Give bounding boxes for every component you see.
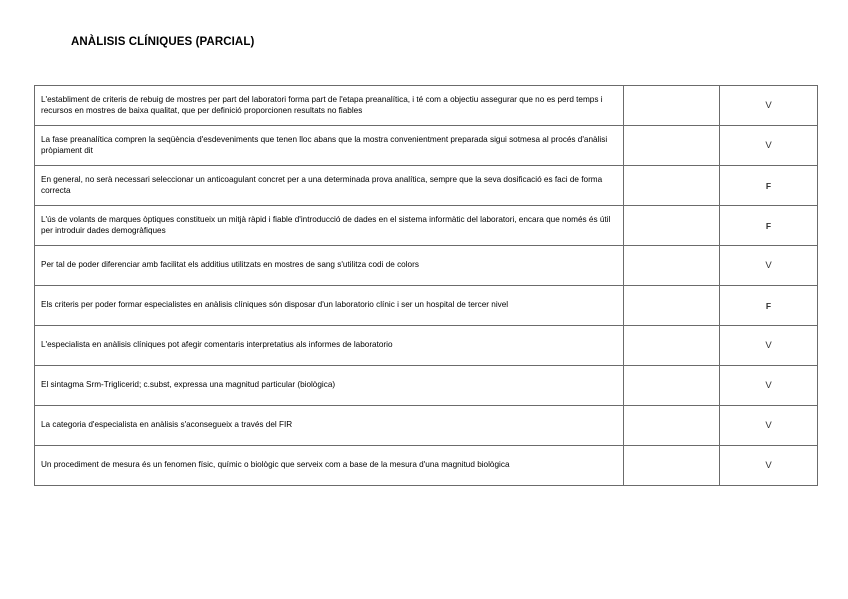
statement-cell: En general, no serà necessari seleccionar un anticoagulant concret per a una determinada prova analítica, sempre que la seva dosificació es faci de forma correcta [35, 166, 624, 206]
table-row [35, 286, 818, 326]
table-row [35, 326, 818, 366]
statement-cell: El sintagma Srm-Triglicerid; c.subst, expressa una magnitud particular (biològica) [35, 366, 624, 406]
answer-cell: F [720, 206, 818, 246]
answer-cell: V [720, 406, 818, 446]
answer-cell: V [720, 326, 818, 366]
response-cell[interactable] [624, 446, 720, 486]
answer-cell: F [720, 286, 818, 326]
statement-cell: La categoria d'especialista en anàlisis s'aconsegueix a través del FIR [35, 406, 624, 446]
statement-cell: Els criteris per poder formar especialistes en anàlisis clíniques són disposar d'un laboratorio clínic i ser un hospital de tercer nivel [35, 286, 624, 326]
statement-cell: Per tal de poder diferenciar amb facilitat els additius utilitzats en mostres de sang s'utilitza codi de colors [35, 246, 624, 286]
response-cell[interactable] [624, 246, 720, 286]
response-cell[interactable] [624, 366, 720, 406]
answer-cell: V [720, 126, 818, 166]
table-row [35, 166, 818, 206]
questions-table [34, 85, 818, 486]
table-row [35, 366, 818, 406]
response-cell[interactable] [624, 286, 720, 326]
answer-cell: V [720, 86, 818, 126]
statement-cell: L'especialista en anàlisis clíniques pot afegir comentaris interpretatius als informes de laboratorio [35, 326, 624, 366]
response-cell[interactable] [624, 206, 720, 246]
table-row [35, 206, 818, 246]
response-cell[interactable] [624, 166, 720, 206]
table-row [35, 126, 818, 166]
answer-cell: F [720, 166, 818, 206]
statement-cell: Un procediment de mesura és un fenomen físic, químic o biològic que serveix com a base de la mesura d'una magnitud biològica [35, 446, 624, 486]
statement-cell: L'establiment de criteris de rebuig de mostres per part del laboratori forma part de l'etapa preanalítica, i té com a objectiu assegurar que no es perd temps i recursos en mostres de baixa qualitat, que per definició proporcionen resultats no fiables [35, 86, 624, 126]
statement-cell: L'ús de volants de marques òptiques constitueix un mitjà ràpid i fiable d'introducció de dades en el sistema informàtic del laboratori, encara que només és útil per introduir dades demogràfiques [35, 206, 624, 246]
answer-cell: V [720, 246, 818, 286]
table-row [35, 446, 818, 486]
answer-cell: V [720, 446, 818, 486]
response-cell[interactable] [624, 126, 720, 166]
table-row [35, 406, 818, 446]
answer-cell: V [720, 366, 818, 406]
statement-cell: La fase preanalítica compren la seqüència d'esdeveniments que tenen lloc abans que la mostra convenientment preparada sigui sotmesa al procés d'anàlisi pròpiament dit [35, 126, 624, 166]
table-row [35, 246, 818, 286]
response-cell[interactable] [624, 86, 720, 126]
response-cell[interactable] [624, 326, 720, 366]
page-title: ANÀLISIS CLÍNIQUES (PARCIAL) [71, 36, 255, 48]
table-row [35, 86, 818, 126]
response-cell[interactable] [624, 406, 720, 446]
